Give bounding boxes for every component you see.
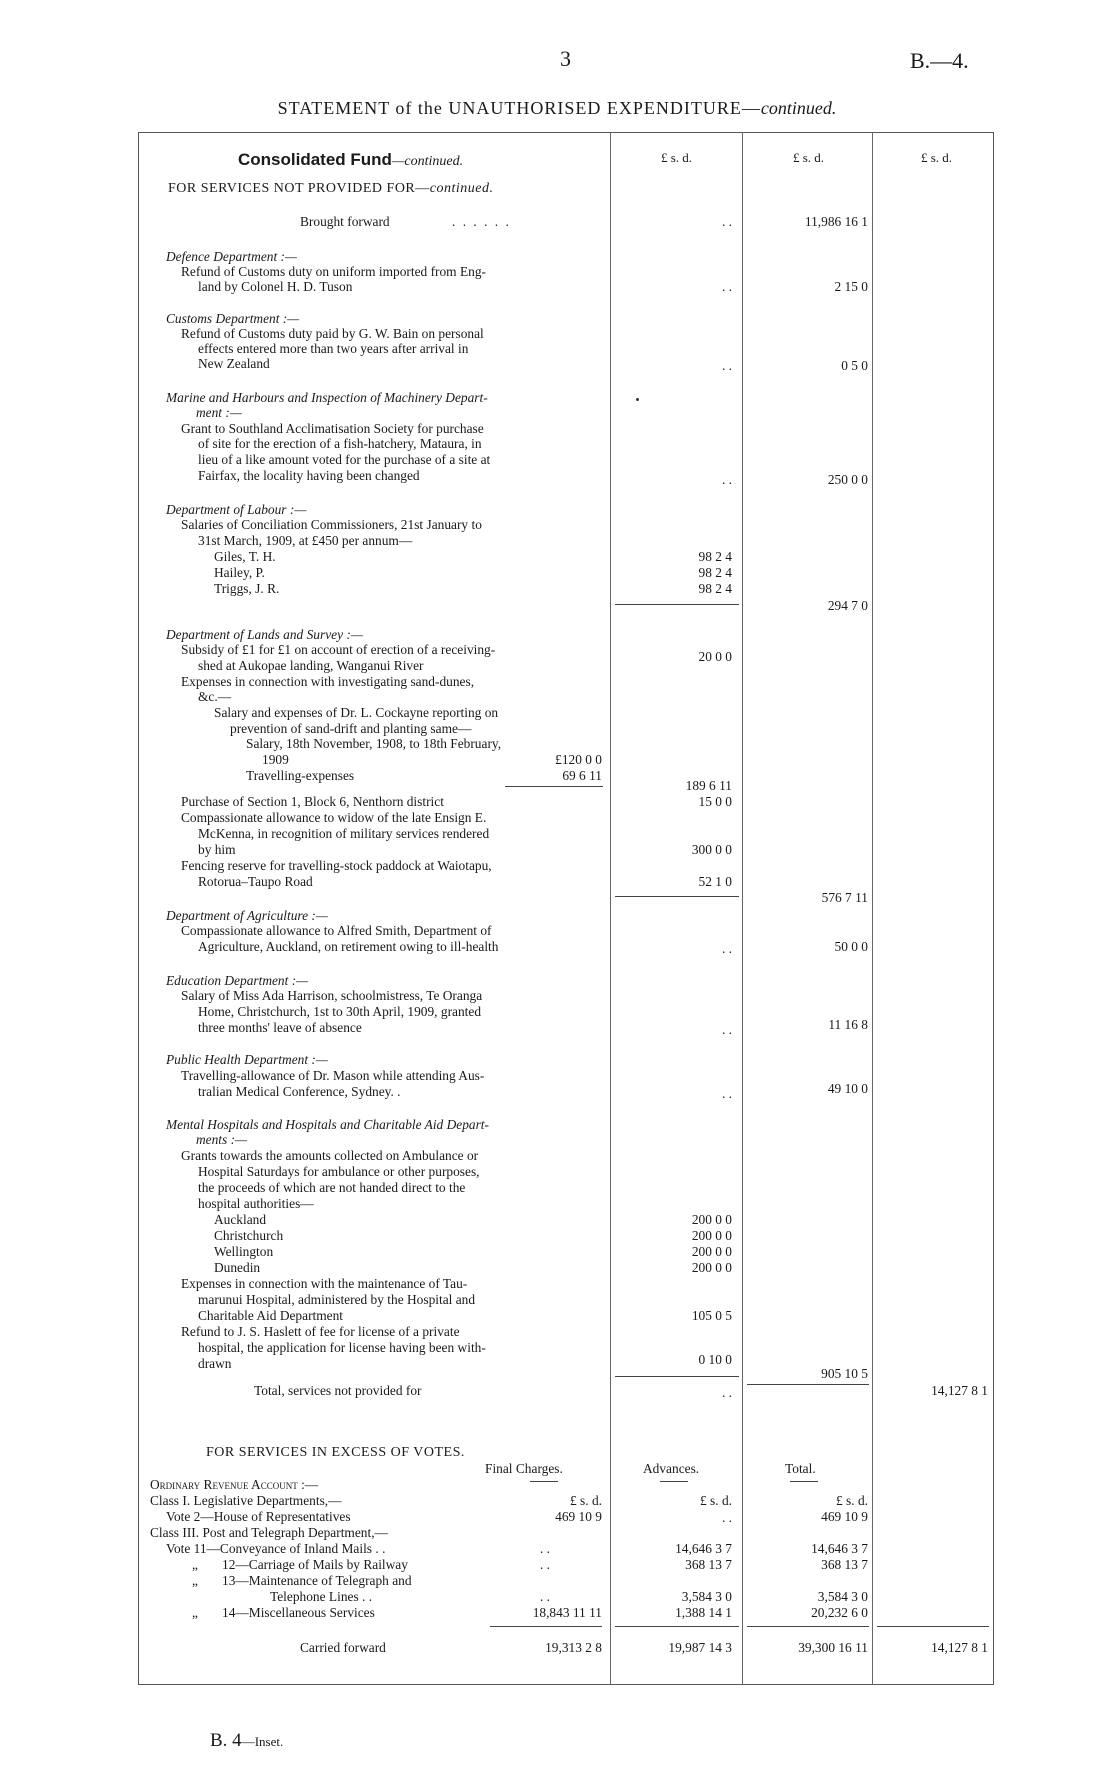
amount-c2: 905 10 5 — [821, 1366, 868, 1381]
final-charge: 18,843 11 11 — [532, 1605, 602, 1620]
final-charge: . . — [539, 1557, 550, 1572]
carried-forward-label: Carried forward — [300, 1640, 386, 1655]
entry-line: Travelling-expenses — [246, 768, 355, 783]
entry-line: Salary and expenses of Dr. L. Cockayne reporting on — [214, 705, 499, 720]
amount-c1: 98 2 4 — [698, 549, 732, 564]
entry-line: Salary, 18th November, 1908, to 18th February, — [246, 736, 502, 751]
header-total: Total. — [785, 1461, 816, 1476]
entry-line: 31st March, 1909, at £450 per annum— — [198, 533, 413, 548]
dept-agriculture: Department of Agriculture :— — [166, 908, 328, 923]
vote-line: 12—Carriage of Mails by Railway — [222, 1557, 408, 1572]
leader-dots: . . . . . . — [452, 214, 511, 229]
vote-total: 3,584 3 0 — [817, 1589, 868, 1604]
brought-forward-c2: 11,986 16 1 — [804, 214, 868, 229]
amount-c2: 0 5 0 — [841, 358, 868, 373]
total-c1: . . — [721, 1385, 732, 1400]
inset-reference: B. 4—Inset. — [210, 1730, 284, 1751]
total-label: Total, services not provided for — [254, 1383, 422, 1398]
entry-line: shed at Aukopae landing, Wanganui River — [198, 658, 424, 673]
entry-line: drawn — [198, 1356, 232, 1371]
carried-forward-advances: 19,987 14 3 — [668, 1640, 732, 1655]
amount-c2: 294 7 0 — [827, 598, 868, 613]
vote-total: 368 13 7 — [821, 1557, 868, 1572]
amount-c1: 300 0 0 — [691, 842, 732, 857]
entry-line: marunui Hospital, administered by the Hospital and — [198, 1292, 476, 1307]
amount-c1: . . — [721, 941, 732, 956]
entry-line: Grant to Southland Acclimatisation Society for purchase — [181, 421, 484, 436]
amount-c1: 98 2 4 — [698, 581, 732, 596]
entry-line: Fairfax, the locality having been changed — [198, 468, 420, 483]
units-label: £ s. d. — [700, 1493, 732, 1508]
vote-line: Vote 11—Conveyance of Inland Mails . . — [166, 1541, 386, 1556]
page-number: 3 — [560, 46, 571, 71]
amount-c2: 2 15 0 — [834, 279, 868, 294]
entry-line: of site for the erection of a fish-hatchery, Mataura, in — [198, 436, 482, 451]
amount-c1: 20 0 0 — [698, 649, 732, 664]
page-title: STATEMENT of the UNAUTHORISED EXPENDITURE—continued. — [277, 98, 837, 118]
amount-c1: 189 6 11 — [685, 778, 732, 793]
list-item: Wellington — [214, 1244, 274, 1259]
sub-amount: 69 6 11 — [562, 768, 602, 783]
list-item: Christchurch — [214, 1228, 284, 1243]
column-header-2: £ s. d. — [793, 150, 825, 165]
vote-total: 14,646 3 7 — [811, 1541, 868, 1556]
fund-heading: Consolidated Fund—continued. — [238, 150, 464, 169]
amount-c2: 576 7 11 — [821, 890, 868, 905]
entry-line: Refund of Customs duty on uniform imported from Eng- — [181, 264, 486, 279]
brought-forward-c1: . . — [721, 214, 732, 229]
amount-c1: 105 0 5 — [691, 1308, 732, 1323]
amount-c1: 98 2 4 — [698, 565, 732, 580]
dept-education: Education Department :— — [166, 973, 309, 988]
vote-total: 469 10 9 — [821, 1509, 868, 1524]
header-rule — [790, 1481, 818, 1482]
advance: 368 13 7 — [685, 1557, 732, 1572]
sum-rule — [877, 1626, 989, 1627]
carried-forward-final: 19,313 2 8 — [545, 1640, 602, 1655]
carried-forward-grand: 14,127 8 1 — [931, 1640, 988, 1655]
final-charge: 469 10 9 — [555, 1509, 602, 1524]
amount-c1: 200 0 0 — [691, 1260, 732, 1275]
amount-c1: 200 0 0 — [691, 1228, 732, 1243]
final-charge: . . — [539, 1541, 550, 1556]
sub-amount: £120 0 0 — [555, 752, 602, 767]
amount-c2: 250 0 0 — [827, 472, 868, 487]
amount-c1: . . — [721, 1086, 732, 1101]
units-label: £ s. d. — [570, 1493, 602, 1508]
amount-c2: 11 16 8 — [828, 1017, 868, 1032]
amount-c1: 200 0 0 — [691, 1212, 732, 1227]
header-final-charges: Final Charges. — [485, 1461, 563, 1476]
entry-line: by him — [198, 842, 236, 857]
amount-c1: 0 10 0 — [698, 1352, 732, 1367]
entry-line: Fencing reserve for travelling-stock paddock at Waiotapu, — [181, 858, 492, 873]
entry-line: hospital, the application for license having been with- — [198, 1340, 486, 1355]
header-advances: Advances. — [643, 1461, 700, 1476]
list-item: Hailey, P. — [214, 565, 265, 580]
vote-total: 20,232 6 0 — [811, 1605, 868, 1620]
vote-line: Vote 2—House of Representatives — [166, 1509, 351, 1524]
dept-lands: Department of Lands and Survey :— — [166, 627, 363, 642]
entry-line: the proceeds of which are not handed direct to the — [198, 1180, 466, 1195]
entry-line: Expenses in connection with investigating sand-dunes, — [181, 674, 475, 689]
entry-line: Home, Christchurch, 1st to 30th April, 1909, granted — [198, 1004, 482, 1019]
header-rule — [660, 1481, 688, 1482]
column-header-1: £ s. d. — [661, 150, 693, 165]
entry-line: &c.— — [198, 689, 232, 704]
advance: 1,388 14 1 — [675, 1605, 732, 1620]
sum-rule — [615, 604, 739, 605]
entry-line: Rotorua–Taupo Road — [198, 874, 313, 889]
sum-rule — [615, 1376, 739, 1377]
carried-forward-total: 39,300 16 11 — [798, 1640, 868, 1655]
entry-line: Agriculture, Auckland, on retirement owing to ill-health — [198, 939, 499, 954]
entry-line: three months' leave of absence — [198, 1020, 362, 1035]
entry-line: prevention of sand-drift and planting same— — [230, 721, 472, 736]
entry-line: 1909 — [262, 752, 289, 767]
entry-line: Grants towards the amounts collected on Ambulance or — [181, 1148, 479, 1163]
entry-line: Subsidy of £1 for £1 on account of erection of a receiving- — [181, 642, 496, 657]
list-item: Giles, T. H. — [214, 549, 276, 564]
stray-mark — [636, 398, 639, 401]
entry-line: effects entered more than two years after arrival in — [198, 341, 469, 356]
entry-line: Purchase of Section 1, Block 6, Nenthorn district — [181, 794, 444, 809]
amount-c1: 200 0 0 — [691, 1244, 732, 1259]
ditto-mark: „ — [192, 1573, 198, 1588]
dept-customs: Customs Department :— — [166, 311, 300, 326]
entry-line: land by Colonel H. D. Tuson — [198, 279, 353, 294]
final-charge: . . — [539, 1589, 550, 1604]
amount-c1: . . — [721, 472, 732, 487]
entry-line: New Zealand — [198, 356, 270, 371]
sum-rule — [505, 786, 603, 787]
column-rule — [872, 132, 873, 1685]
advance: . . — [721, 1510, 732, 1525]
entry-line: Hospital Saturdays for ambulance or other purposes, — [198, 1164, 480, 1179]
entry-line: hospital authorities— — [198, 1196, 314, 1211]
entry-line: Salary of Miss Ada Harrison, schoolmistress, Te Oranga — [181, 988, 483, 1003]
dept-mental-hospitals: Mental Hospitals and Hospitals and Charitable Aid Depart- — [166, 1117, 489, 1132]
vote-line: Telephone Lines . . — [270, 1589, 373, 1604]
entry-line: McKenna, in recognition of military services rendered — [198, 826, 490, 841]
sum-rule — [490, 1626, 602, 1627]
entry-line: Refund to J. S. Haslett of fee for license of a private — [181, 1324, 460, 1339]
class-heading: Class I. Legislative Departments,— — [150, 1493, 342, 1508]
dept-mental-cont: ments :— — [196, 1132, 247, 1147]
vote-line: 13—Maintenance of Telegraph and — [222, 1573, 412, 1588]
units-label: £ s. d. — [836, 1493, 868, 1508]
sum-rule — [747, 1384, 869, 1385]
section-heading-excess: FOR SERVICES IN EXCESS OF VOTES. — [206, 1445, 465, 1460]
vote-line: 14—Miscellaneous Services — [222, 1605, 375, 1620]
entry-line: tralian Medical Conference, Sydney. . — [198, 1084, 401, 1099]
account-heading: Ordinary Revenue Account :— — [150, 1477, 319, 1492]
entry-line: Refund of Customs duty paid by G. W. Bain on personal — [181, 326, 484, 341]
brought-forward-label: Brought forward — [300, 214, 390, 229]
entry-line: Charitable Aid Department — [198, 1308, 344, 1323]
sum-rule — [747, 1626, 869, 1627]
sum-rule — [615, 1626, 739, 1627]
dept-health: Public Health Department :— — [166, 1052, 328, 1067]
dept-labour: Department of Labour :— — [166, 502, 307, 517]
section-heading-not-provided: FOR SERVICES NOT PROVIDED FOR—continued. — [168, 181, 494, 196]
entry-line: Compassionate allowance to Alfred Smith, Department of — [181, 923, 492, 938]
entry-line: Compassionate allowance to widow of the late Ensign E. — [181, 810, 487, 825]
dept-marine-cont: ment :— — [196, 405, 242, 420]
list-item: Triggs, J. R. — [214, 581, 280, 596]
amount-c1: . . — [721, 279, 732, 294]
column-header-3: £ s. d. — [921, 150, 953, 165]
list-item: Auckland — [214, 1212, 267, 1227]
entry-line: Salaries of Conciliation Commissioners, 21st January to — [181, 517, 482, 532]
list-item: Dunedin — [214, 1260, 261, 1275]
amount-c2: 49 10 0 — [827, 1081, 868, 1096]
amount-c1: 15 0 0 — [698, 794, 732, 809]
entry-line: Expenses in connection with the maintenance of Tau- — [181, 1276, 468, 1291]
class-heading: Class III. Post and Telegraph Department,— — [150, 1525, 388, 1540]
sum-rule — [615, 896, 739, 897]
ditto-mark: „ — [192, 1557, 198, 1572]
header-rule — [530, 1481, 558, 1482]
amount-c2: 50 0 0 — [834, 939, 868, 954]
ditto-mark: „ — [192, 1605, 198, 1620]
dept-marine: Marine and Harbours and Inspection of Machinery Depart- — [166, 390, 488, 405]
amount-c1: . . — [721, 1022, 732, 1037]
advance: 14,646 3 7 — [675, 1541, 732, 1556]
entry-line: Travelling-allowance of Dr. Mason while attending Aus- — [181, 1068, 485, 1083]
dept-defence: Defence Department :— — [166, 249, 297, 264]
amount-c1: . . — [721, 358, 732, 373]
total-c3: 14,127 8 1 — [931, 1383, 988, 1398]
advance: 3,584 3 0 — [681, 1589, 732, 1604]
amount-c1: 52 1 0 — [698, 874, 732, 889]
document-reference: B.—4. — [910, 48, 969, 73]
entry-line: lieu of a like amount voted for the purchase of a site at — [198, 452, 491, 467]
